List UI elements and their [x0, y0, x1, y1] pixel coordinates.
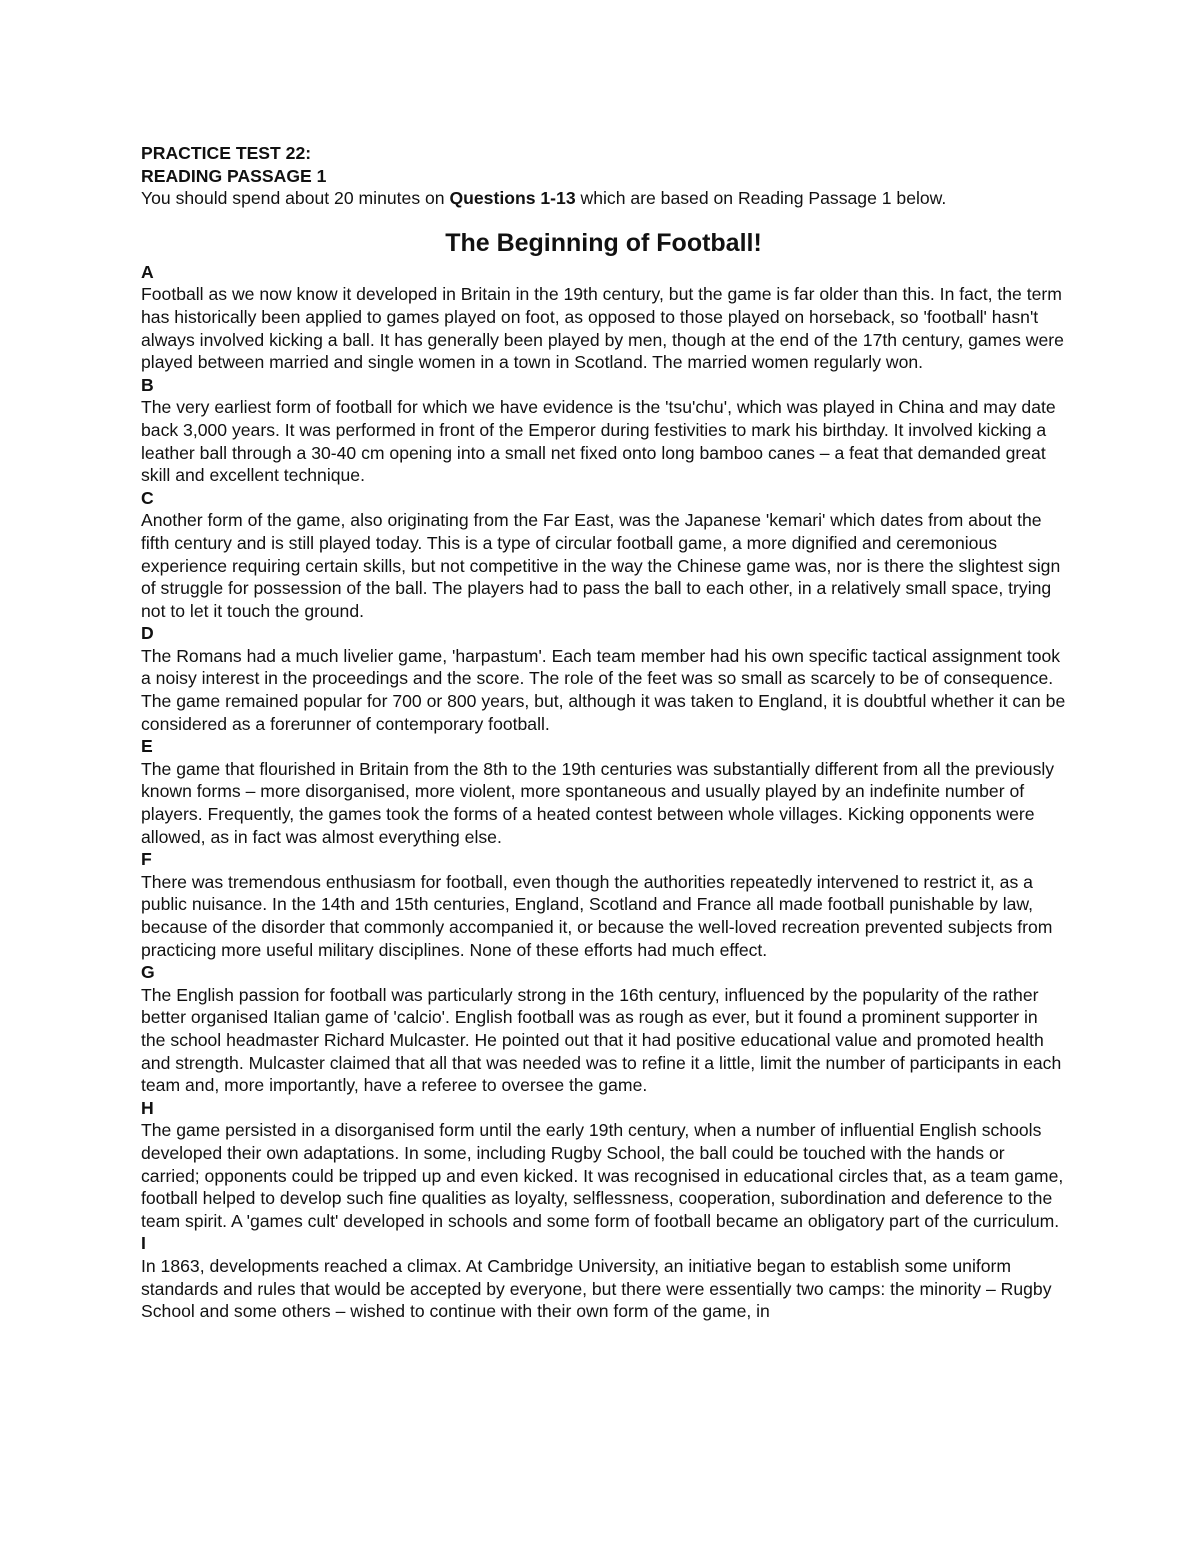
paragraph-section-a — [141, 261, 1066, 374]
paragraph-letter: D — [141, 623, 154, 644]
paragraph-text: The Romans had a much livelier game, 'harpastum'. Each team member had his own specific tactical assignment took a noisy interest in the proceedings and the score. The role of the feet was so small as scarcely to be of consequence. The game remained popular for 700 or 800 years, but, although it was taken to England, it is doubtful whether it can be considered as a forerunner of contemporary football. — [141, 645, 1066, 734]
paragraph-letter: A — [141, 261, 154, 282]
paragraph-letter: H — [141, 1097, 154, 1118]
instructions — [141, 187, 1066, 210]
paragraph-text: The game that flourished in Britain from the 8th to the 19th centuries was substantially different from all the previously known forms – more disorganised, more violent, more spontaneous and usually played by an indefinite number of players. Frequently, the games took the forms of a heated contest between whole villages. Kicking opponents were allowed, as in fact was almost everything else. — [141, 758, 1055, 847]
passage-heading: READING PASSAGE 1 — [141, 165, 327, 186]
paragraph-text: The very earliest form of football for which we have evidence is the 'tsu'chu', which was played in China and may date back 3,000 years. It was performed in front of the Emperor during festivities to mark his birthday. It involved kicking a leather ball through a 30-40 cm opening into a small net fixed onto long bamboo canes – a feat that demanded great skill and excellent technique. — [141, 397, 1056, 486]
passage-title: The Beginning of Football! — [445, 228, 762, 257]
paragraph-section-d — [141, 622, 1066, 735]
paragraph-text: In 1863, developments reached a climax. At Cambridge University, an initiative began to establish some uniform standards and rules that would be accepted by everyone, but there were essentially two camps: the minority – Rugby School and some others – wished to continue with their own form of the game, in — [141, 1255, 1052, 1322]
paragraph-section-c — [141, 487, 1066, 623]
instructions-suffix: which are based on Reading Passage 1 below. — [575, 188, 947, 209]
paragraph-section-e — [141, 735, 1066, 848]
instructions-questions: Questions 1-13 — [449, 188, 576, 209]
paragraph-letter: I — [141, 1233, 146, 1254]
document-page — [141, 142, 1066, 1323]
paragraph-text: There was tremendous enthusiasm for football, even though the authorities repeatedly intervened to restrict it, as a public nuisance. In the 14th and 15th centuries, England, Scotland and France all made football punishable by law, because of the disorder that commonly accompanied it, or because the well-loved recreation prevented subjects from practicing more useful military disciplines. None of these efforts had much effect. — [141, 871, 1053, 960]
paragraph-text: The English passion for football was particularly strong in the 16th century, influenced by the popularity of the rather better organised Italian game of 'calcio'. English football was as rough as ever, but it found a prominent supporter in the school headmaster Richard Mulcaster. He pointed out that it had positive educational value and promoted health and strength. Mulcaster claimed that all that was needed was to refine it a little, limit the number of participants in each team and, more importantly, have a referee to oversee the game. — [141, 984, 1062, 1096]
paragraph-letter: F — [141, 849, 152, 870]
paragraph-text: Football as we now know it developed in Britain in the 19th century, but the game is far older than this. In fact, the term has historically been applied to games played on foot, as opposed to those played on horseback, so 'football' hasn't always involved kicking a ball. It has generally been played by men, though at the end of the 17th century, games were played between married and single women in a town in Scotland. The married women regularly won. — [141, 284, 1064, 373]
paragraph-section-i — [141, 1232, 1066, 1322]
instructions-prefix: You should spend about 20 minutes on — [141, 188, 450, 209]
paragraph-section-f — [141, 848, 1066, 961]
paragraph-section-h — [141, 1097, 1066, 1233]
paragraph-section-b — [141, 374, 1066, 487]
paragraph-section-g — [141, 961, 1066, 1097]
test-heading: PRACTICE TEST 22: — [141, 143, 312, 163]
paragraph-letter: G — [141, 962, 155, 983]
paragraph-letter: C — [141, 487, 154, 508]
paragraph-letter: B — [141, 374, 154, 395]
paragraph-text: Another form of the game, also originating from the Far East, was the Japanese 'kemari' which dates from about the fifth century and is still played today. This is a type of circular football game, a more dignified and ceremonious experience requiring certain skills, but not competitive in the way the Chinese game was, nor is there the slightest sign of struggle for possession of the ball. The players had to pass the ball to each other, in a relatively small space, trying not to let it touch the ground. — [141, 510, 1061, 621]
paragraph-text: The game persisted in a disorganised form until the early 19th century, when a number of influential English schools developed their own adaptations. In some, including Rugby School, the ball could be touched with the hands or carried; opponents could be tripped up and even kicked. It was recognised in educational circles that, as a team game, football helped to develop such fine qualities as loyalty, selflessness, cooperation, subordination and deference to the team spirit. A 'games cult' developed in schools and some form of football became an obligatory part of the curriculum. — [141, 1120, 1064, 1231]
paragraph-letter: E — [141, 736, 153, 757]
